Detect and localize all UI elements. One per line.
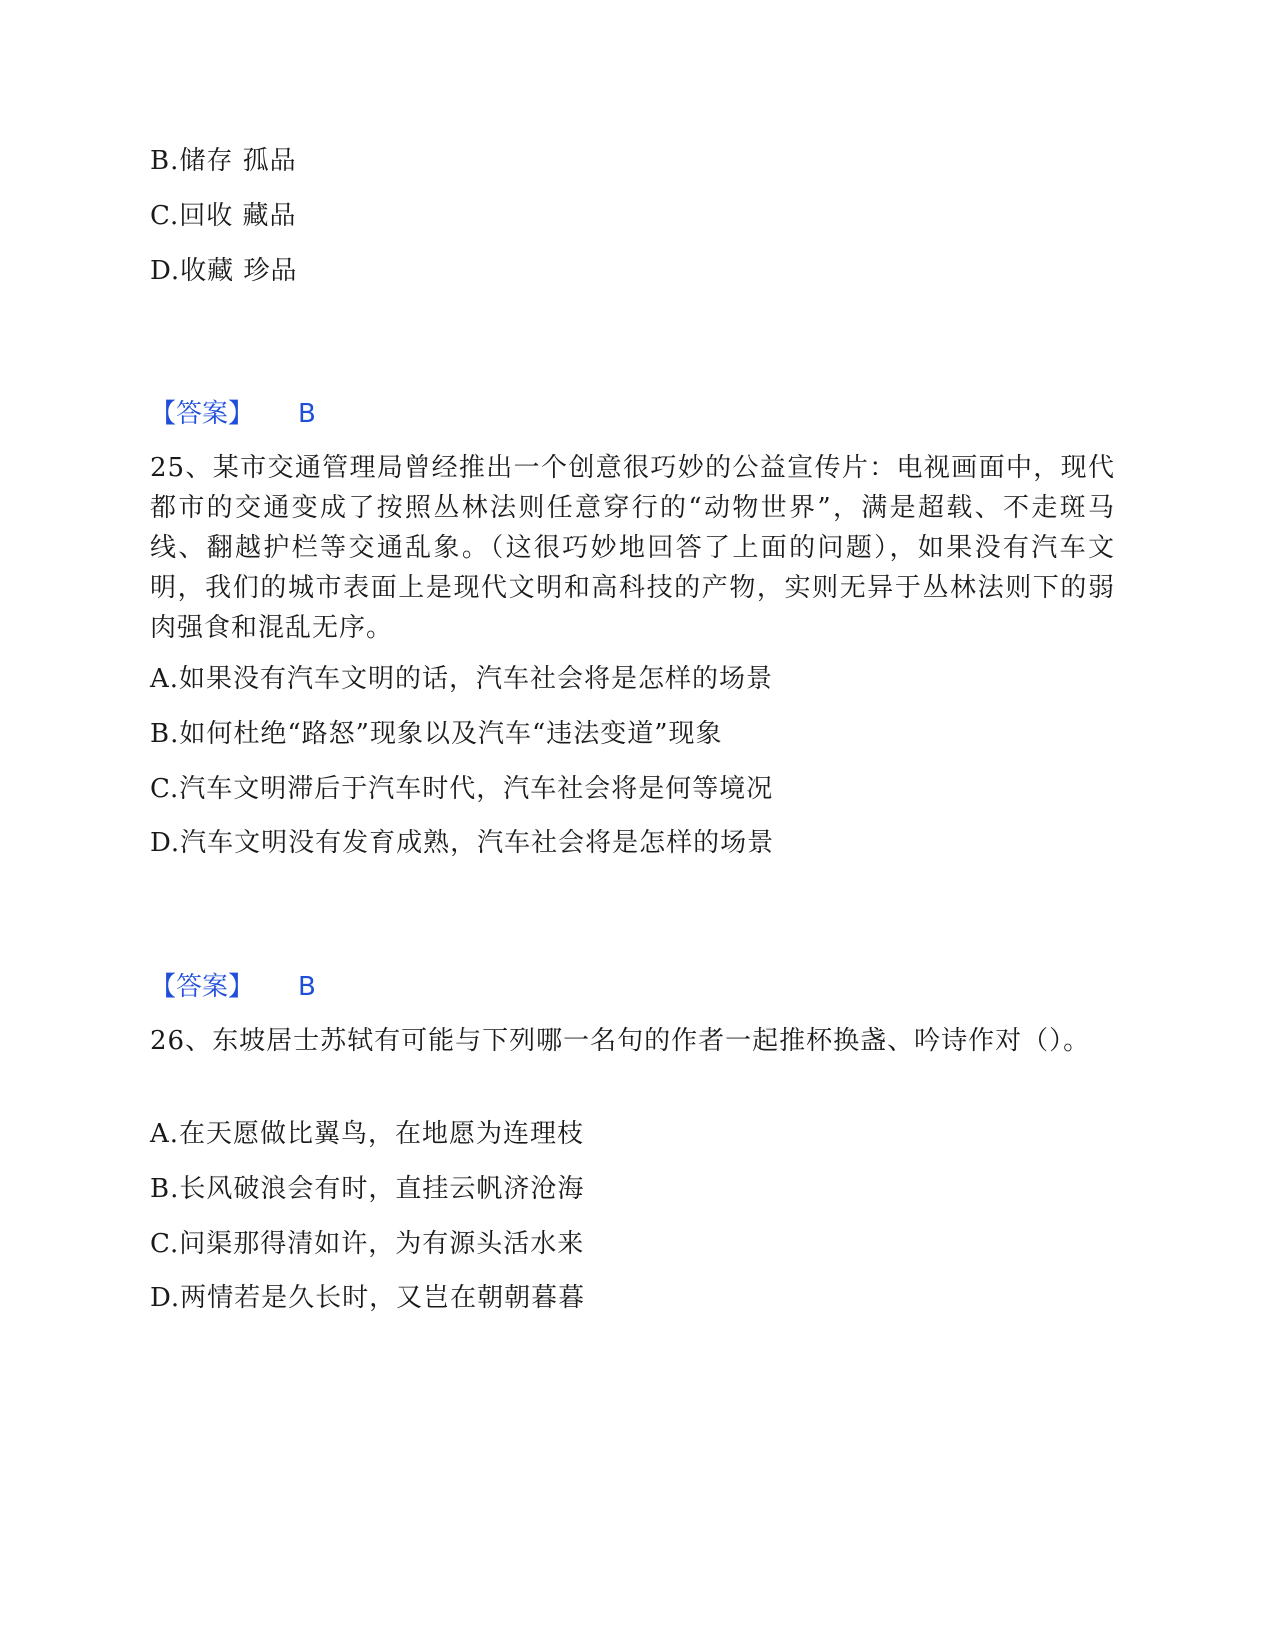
answer-value: B bbox=[298, 399, 316, 429]
q26-option-b: B.长风破浪会有时，直挂云帆济沧海 bbox=[150, 1174, 585, 1204]
option-c: C.回收 藏品 bbox=[150, 201, 297, 231]
option-b: B.储存 孤品 bbox=[150, 146, 297, 176]
question-26-text: 26、东坡居士苏轼有可能与下列哪一名句的作者一起推杯换盏、吟诗作对（）。 bbox=[150, 1026, 1091, 1056]
q25-option-a: A.如果没有汽车文明的话，汽车社会将是怎样的场景 bbox=[150, 664, 774, 694]
q25-answer-line bbox=[150, 972, 316, 1002]
question-25-text: 25、某市交通管理局曾经推出一个创意很巧妙的公益宣传片：电视画面中，现代都市的交通变成了按照丛林法则任意穿行的“动物世界”，满是超载、不走斑马线、翻越护栏等交通乱象。（这很巧妙地回答了上面的问题），如果没有汽车文明，我们的城市表面上是现代文明和高科技的产物，实则无异于丛林法则下的弱肉强食和混乱无序。 bbox=[150, 453, 1115, 643]
q26-option-d: D.两情若是久长时，又岂在朝朝暮暮 bbox=[150, 1283, 586, 1313]
q25-option-b: B.如何杜绝“路怒”现象以及汽车“违法变道”现象 bbox=[150, 719, 723, 749]
answer-label: 【答案】 bbox=[150, 399, 255, 429]
answer-label: 【答案】 bbox=[150, 972, 255, 1002]
q25-option-c: C.汽车文明滞后于汽车时代，汽车社会将是何等境况 bbox=[150, 774, 774, 804]
q26-option-c: C.问渠那得清如许，为有源头活水来 bbox=[150, 1229, 585, 1259]
answer-value: B bbox=[298, 972, 316, 1002]
q25-option-d: D.汽车文明没有发育成熟，汽车社会将是怎样的场景 bbox=[150, 828, 775, 858]
answer-line bbox=[150, 399, 316, 429]
option-d: D.收藏 珍品 bbox=[150, 256, 298, 286]
q26-option-a: A.在天愿做比翼鸟，在地愿为连理枝 bbox=[150, 1119, 585, 1149]
